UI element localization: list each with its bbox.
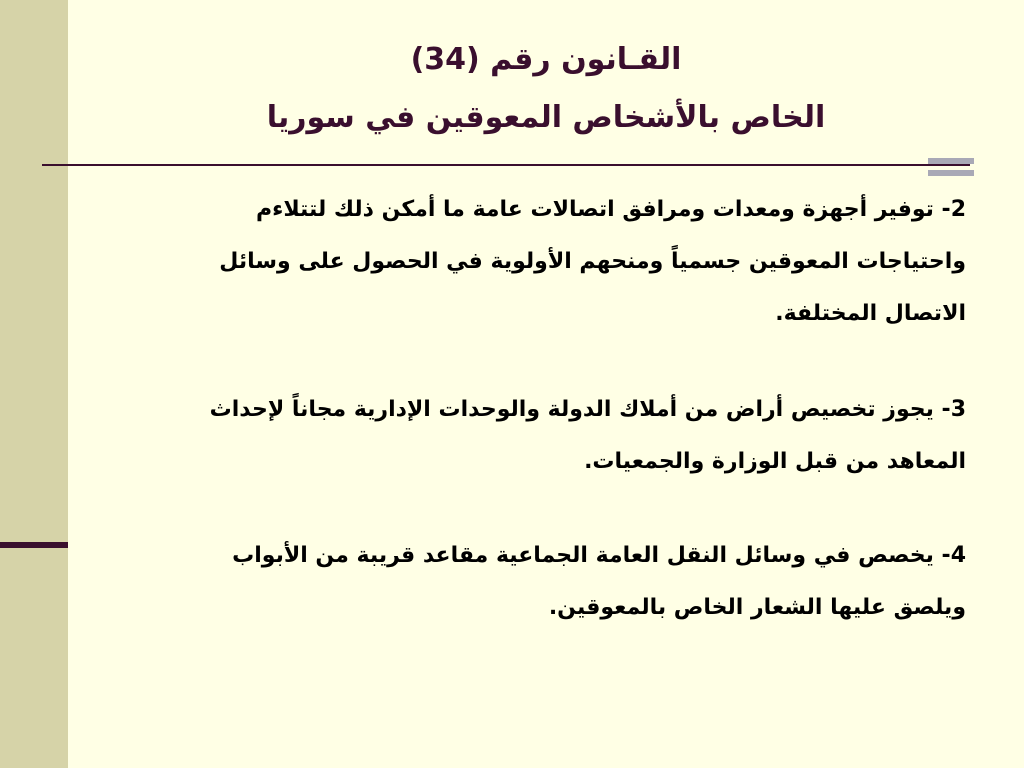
title-divider: [42, 164, 970, 166]
title-line-2: الخاص بالأشخاص المعوقين في سوريا: [266, 100, 826, 135]
paragraph-item-3: 3- يجوز تخصيص أراض من أملاك الدولة والوحدات الإدارية مجاناً لإحداث المعاهد من قبل الوزارة والجمعيات.: [209, 397, 966, 474]
slide-body: [160, 184, 966, 634]
left-decorative-bar: [0, 0, 68, 768]
paragraph-item-4: 4- يخصص في وسائل النقل العامة الجماعية مقاعد قريبة من الأبواب ويلصق عليها الشعار الخاص بالمعوقين.: [232, 543, 966, 620]
slide-title: [68, 40, 1024, 138]
paragraph-item-2: 2- توفير أجهزة ومعدات ومرافق اتصالات عامة ما أمكن ذلك لتتلاءم واحتياجات المعوقين جسمياً ومنحهم الأولوية في الحصول على وسائل الاتصال المختلفة.: [219, 197, 966, 326]
accent-bar-top: [928, 158, 974, 164]
accent-bar-bottom: [928, 170, 974, 176]
title-line-1: القـانون رقم (34): [410, 42, 682, 77]
left-bar-divider: [0, 542, 68, 548]
